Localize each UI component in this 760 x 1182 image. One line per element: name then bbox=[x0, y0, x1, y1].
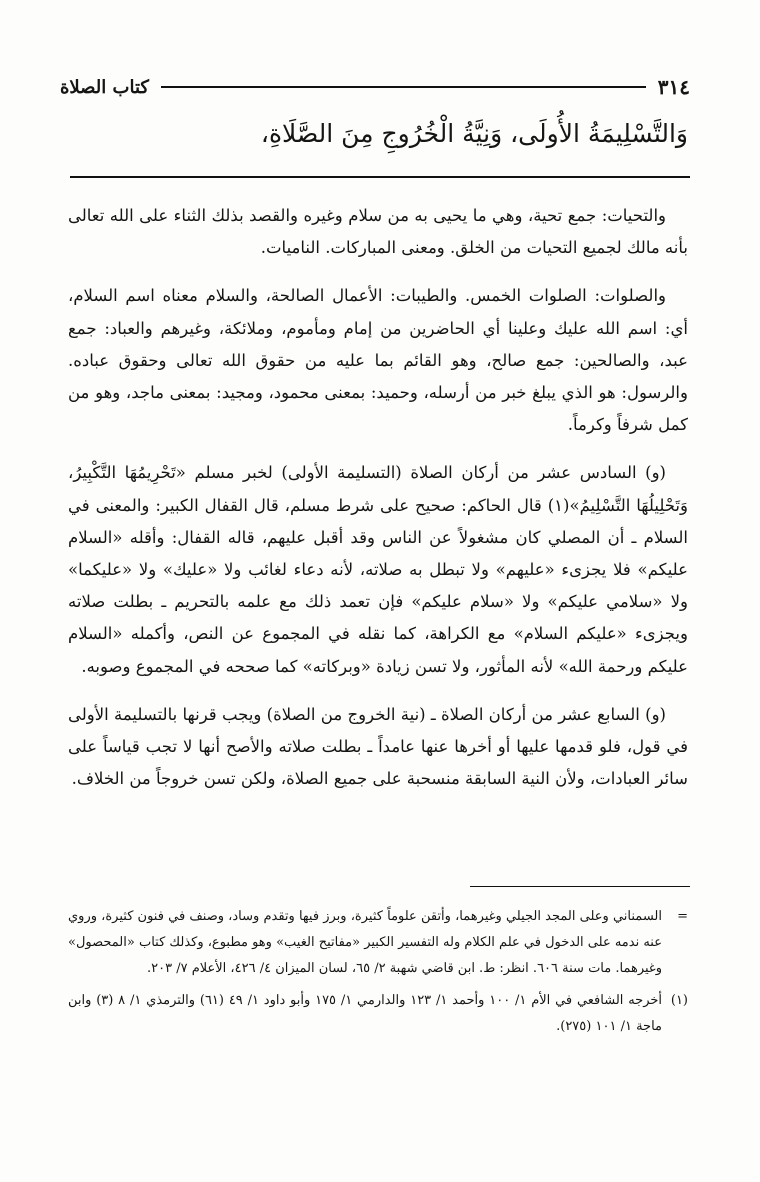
paragraph: والصلوات: الصلوات الخمس. والطيبات: الأعمال الصالحة، والسلام معناه اسم السلام، أي: اسم الله عليك وعلينا أي الحاضرين من إمام ومأموم، وملائكة، وغيرهم والعباد: جمع عبد، والصالحين: جمع صالح، وهو القائم بما عليه من حقوق الله تعالى وحقوق عباده. والرسول: هو الذي يبلغ خبر من أرسله، وحميد: بمعنى محمود، ومجيد: بمعنى ماجد، وهو من كمل شرفاً وكرماً. bbox=[68, 286, 688, 435]
footnote bbox=[68, 988, 688, 1040]
commentary-body bbox=[68, 200, 688, 795]
page-number: ٣١٤ bbox=[657, 75, 690, 99]
paragraph: (و) السابع عشر من أركان الصلاة ـ (نية الخروج من الصلاة) ويجب قرنها بالتسليمة الأولى في قول، فلو قدمها عليها أو أخرها عنها عامداً ـ بطلت صلاته والأصح أنها لا تجب قياساً على سائر العبادات، ولأن النية السابقة منسحبة على جميع الصلاة، ولكن تسن خروجاً من الخلاف. bbox=[68, 704, 688, 789]
footnote-text: أخرجه الشافعي في الأم ١/ ١٠٠ وأحمد ١/ ١٢٣ والدارمي ١/ ١٧٥ وأبو داود ١/ ٤٩ (٦١) والترمذي ١/ ٨ (٣) وابن ماجة ١/ ١٠١ (٢٧٥). bbox=[68, 993, 663, 1034]
footnote bbox=[68, 904, 688, 982]
matn-divider bbox=[70, 176, 690, 178]
footnote-text: السمناني وعلى المجد الجيلي وغيرهما، وأتقن علوماً كثيرة، وبرز فيها وتقدم وساد، وصنف في فنون كثيرة، وروي عنه ندمه على الدخول في علم الكلام وله التفسير الكبير «مفاتيح الغيب» وهو مطبوع، وكذلك كتاب «المحصول» وغيرهما. مات سنة ٦٠٦. انظر: ط. ابن قاضي شهبة ٢/ ٦٥، لسان الميزان ٤/ ٤٢٦، الأعلام ٧/ ٢٠٣. bbox=[68, 909, 662, 976]
footnotes bbox=[68, 904, 688, 1046]
paragraph: (و) السادس عشر من أركان الصلاة (التسليمة الأولى) لخبر مسلم «تَحْرِيمُهَا التَّكْبِيرُ، وَتَحْلِيلُهَا التَّسْلِيمُ»(١) قال الحاكم: صحيح على شرط مسلم، قال القفال الكبير: والمعنى في السلام ـ أن المصلي كان مشغولاً عن الناس وقد أقبل عليهم، قاله القفال: وأقله «السلام عليكم» فلا يجزىء «عليهم» ولا تبطل به صلاته، لأنه دعاء لغائب ولا «عليك» ولا «عليكما» ولا «سلامي عليكم» ولا «سلام عليكم» فإن تعمد ذلك مع علمه بالتحريم ـ بطلت صلاته ويجزىء «عليكم السلام» مع الكراهة، كما نقله في المجموع عن النص، وأكمله «السلام عليكم ورحمة الله» لأنه المأثور، ولا تسن زيادة «وبركاته» كما صححه في المجموع وصوبه. bbox=[68, 463, 688, 676]
page-header bbox=[60, 70, 690, 104]
footnote-mark: (١) bbox=[670, 993, 688, 1008]
header-rule bbox=[161, 86, 646, 88]
matn-text: وَالتَّسْلِيمَةُ الأُولَى، وَنِيَّةُ الْخُرُوجِ مِنَ الصَّلَاةِ، bbox=[260, 119, 688, 148]
footnote-divider bbox=[470, 886, 690, 887]
footnote-mark: = bbox=[677, 909, 688, 924]
running-title: كتاب الصلاة bbox=[60, 76, 149, 98]
paragraph: والتحيات: جمع تحية، وهي ما يحيى به من سلام وغيره والقصد بذلك الثناء على الله تعالى بأنه مالك لجميع التحيات من الخلق. ومعنى المباركات. الناميات. bbox=[68, 206, 688, 258]
